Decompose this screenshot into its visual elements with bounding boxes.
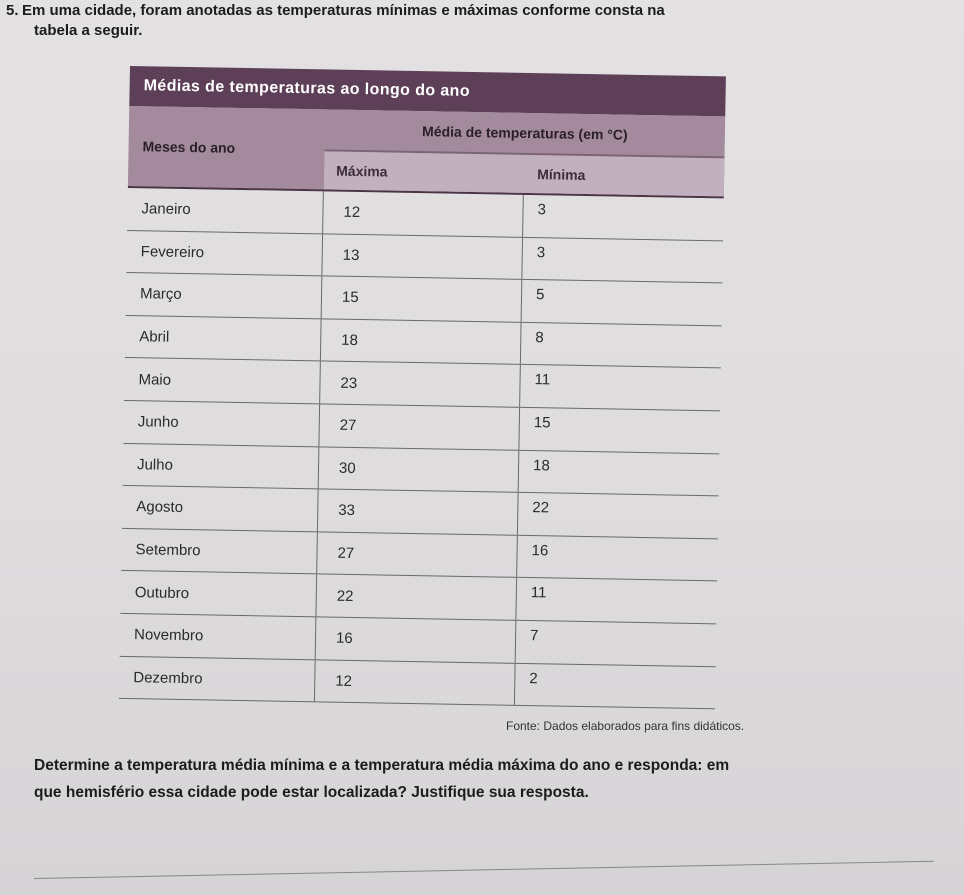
cell-month: Junho (123, 401, 320, 446)
cell-max: 12 (315, 660, 516, 705)
cell-month: Abril (125, 316, 322, 361)
table-source: Fonte: Dados elaborados para fins didáticos. (506, 719, 745, 733)
cell-max: 27 (317, 532, 518, 577)
cell-max: 27 (319, 404, 520, 449)
cell-min: 8 (535, 328, 544, 347)
cell-month: Março (126, 273, 323, 318)
cell-max: 16 (316, 617, 517, 662)
header-group (324, 109, 725, 196)
cell-min: 16 (531, 541, 549, 560)
cell-month: Novembro (120, 614, 317, 659)
cell-max: 33 (318, 490, 519, 535)
cell-month: Setembro (121, 529, 318, 574)
table-row (119, 656, 716, 709)
cell-month: Outubro (120, 571, 317, 616)
cell-min: 15 (533, 414, 551, 432)
answer-line (34, 861, 934, 879)
cell-max: 18 (321, 319, 522, 364)
cell-max: 15 (322, 277, 523, 322)
cell-min: 11 (534, 371, 551, 389)
cell-min: 18 (532, 456, 550, 474)
cell-min: 3 (536, 243, 546, 261)
cell-min: 22 (532, 499, 550, 517)
cell-month: Maio (124, 358, 321, 403)
question-prompt-line-2: que hemisfério essa cidade pode estar localizada? Justifique sua resposta. (34, 784, 589, 801)
cell-min: 7 (529, 627, 539, 645)
header-average: Média de temperaturas (em °C) (325, 109, 726, 158)
temperature-table (119, 66, 726, 709)
cell-month: Agosto (122, 486, 319, 531)
cell-month: Dezembro (119, 656, 316, 701)
cell-month: Fevereiro (126, 231, 323, 276)
table-title: Médias de temperaturas ao longo do ano (129, 66, 726, 116)
cell-min: 11 (530, 584, 547, 602)
question-intro-line-2: tabela a seguir. (34, 22, 143, 39)
header-max: Máxima (336, 162, 388, 180)
question-prompt-line-1: Determine a temperatura média mínima e a temperatura média máxima do ano e responda: em (34, 757, 730, 774)
table-body (119, 186, 724, 709)
cell-max: 30 (319, 447, 520, 492)
cell-max: 22 (316, 575, 517, 620)
cell-min: 5 (535, 286, 545, 304)
header-subcolumns (324, 151, 725, 196)
cell-min: 3 (537, 201, 547, 219)
cell-month: Julho (123, 444, 320, 489)
cell-month: Janeiro (127, 188, 324, 233)
cell-min: 2 (529, 669, 538, 687)
question-intro-line-1: Em uma cidade, foram anotadas as temperaturas mínimas e máximas conforme consta na (22, 2, 665, 19)
cell-max: 23 (320, 362, 521, 407)
table-header (128, 106, 725, 196)
question-number: 5. (6, 2, 19, 19)
header-month: Meses do ano (142, 138, 236, 156)
cell-max: 12 (323, 191, 524, 236)
header-min: Mínima (537, 166, 586, 183)
cell-max: 13 (322, 234, 523, 279)
